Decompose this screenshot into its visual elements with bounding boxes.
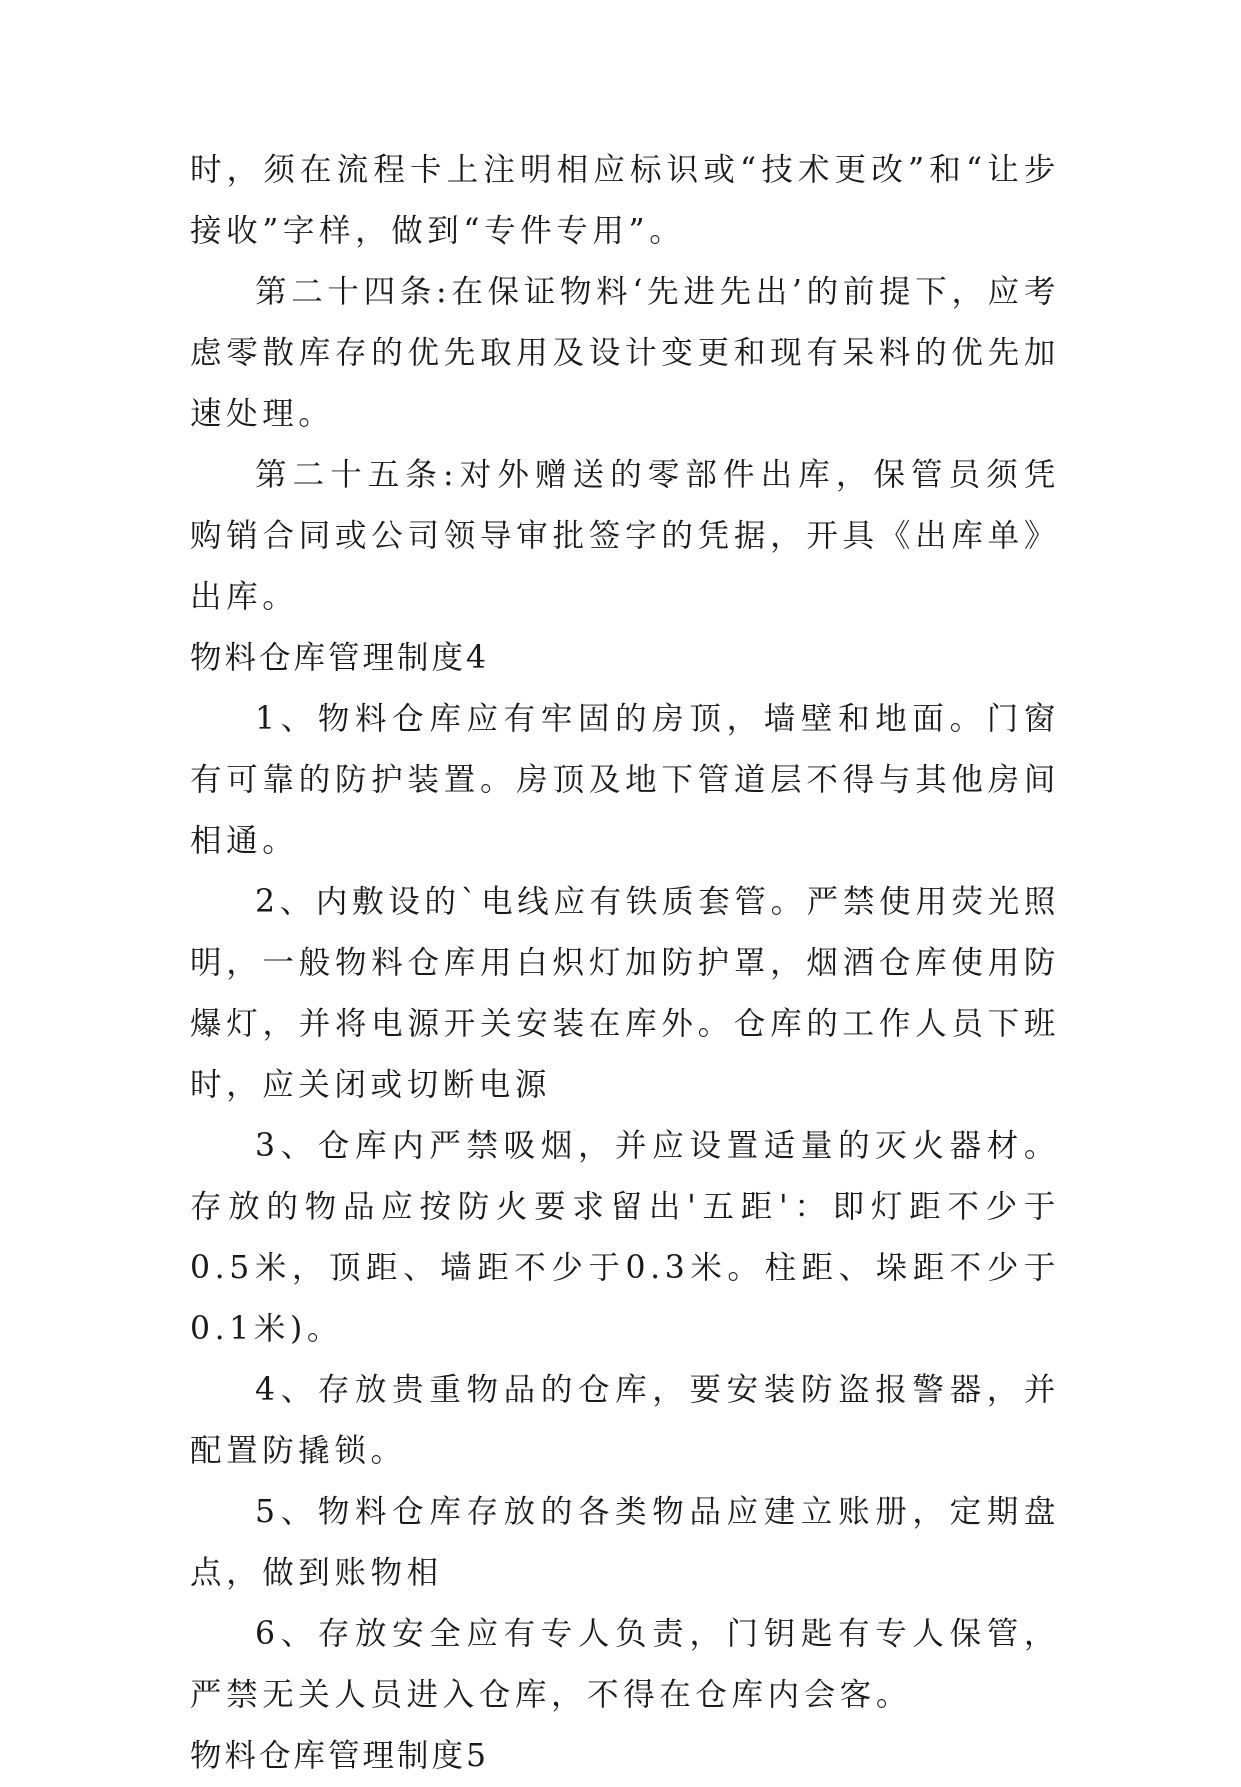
paragraph-continuation: 时，须在流程卡上注明相应标识或“技术更改”和“让步接收”字样，做到“专件专用”。 — [190, 152, 1060, 249]
paragraph-item-4: 4、存放贵重物品的仓库，要安装防盗报警器，并配置防撬锁。 — [190, 1372, 1060, 1469]
paragraph-article-25: 第二十五条:对外赠送的零部件出库，保管员须凭购销合同或公司领导审批签字的凭据，开具《出库单》出库。 — [190, 457, 1060, 615]
paragraph-item-2: 2、内敷设的`电线应有铁质套管。严禁使用荧光照明，一般物料仓库用白炽灯加防护罩，烟酒仓库使用防爆灯，并将电源开关安装在库外。仓库的工作人员下班时，应关闭或切断电源 — [190, 884, 1060, 1103]
section-heading-5: 物料仓库管理制度5 — [190, 1738, 490, 1774]
paragraph-article-24: 第二十四条:在保证物料‘先进先出’的前提下，应考虑零散库存的优先取用及设计变更和现有呆料的优先加速处理。 — [190, 274, 1060, 432]
paragraph-item-3: 3、仓库内严禁吸烟，并应设置适量的灭火器材。存放的物品应按防火要求留出'五距'：即灯距不少于0.5米，顶距、墙距不少于0.3米。柱距、垛距不少于0.1米)。 — [190, 1128, 1060, 1347]
paragraph-item-1: 1、物料仓库应有牢固的房顶，墙壁和地面。门窗有可靠的防护装置。房顶及地下管道层不得与其他房间相通。 — [190, 701, 1060, 859]
paragraph-item-6: 6、存放安全应有专人负责，门钥匙有专人保管，严禁无关人员进入仓库，不得在仓库内会客。 — [190, 1616, 1060, 1713]
paragraph-item-5: 5、物料仓库存放的各类物品应建立账册，定期盘点，做到账物相 — [190, 1494, 1060, 1591]
document-page — [190, 140, 1060, 1787]
section-heading-4: 物料仓库管理制度4 — [190, 640, 490, 676]
